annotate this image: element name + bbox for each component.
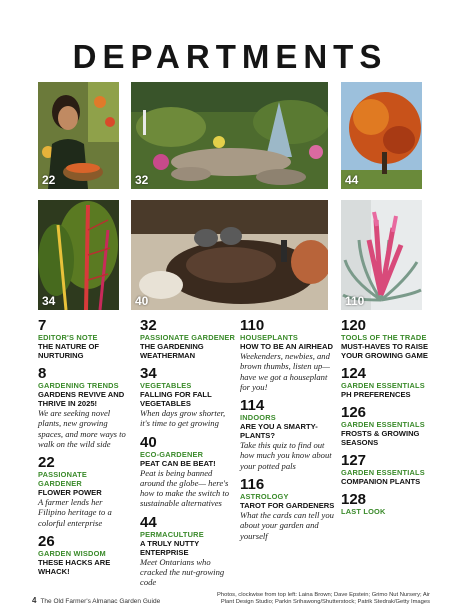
photo-number: 34 [42,294,56,308]
entry-headline: PH PREFERENCES [341,390,411,399]
page-number: 120 [341,317,367,334]
page-number: 116 [240,476,265,494]
section-category: GARDEN WISDOM [38,549,106,559]
rock-garden-photo [131,82,328,189]
contents-entry[interactable] [341,405,433,447]
contents-entry[interactable] [140,366,236,429]
entry-headline: FLOWER POWER [38,488,102,498]
section-category: ECO-GARDENER [140,449,204,459]
page-number: 40 [140,433,157,451]
autumn-tree-photo [341,82,422,189]
photo-credits: Photos, clockwise from top left: Laina Brown; Dave Epstein; Grimo Nut Nursery; Air Plant Design Studio; Parkin Srihawong/Shutterstock; Patrik Stedrak/Getty Images [217,592,430,606]
contents-entry[interactable] [38,534,132,576]
entry-description: Take this quiz to find out how much you know about your potted pals [240,440,332,471]
folio-number: 4 [32,596,37,605]
entry-description: What the cards can tell you about your garden and yourself [240,510,334,541]
entry-headline: GARDENS REVIVE AND THRIVE IN 2025! [38,390,125,408]
page-number: 114 [240,397,265,415]
entry-headline: A TRULY NUTTY ENTERPRISE [140,538,200,557]
page-number: 34 [140,365,157,382]
potting-soil-photo [131,200,328,310]
page-number: 110 [240,317,265,334]
page-number: 128 [341,491,367,508]
section-category: ASTROLOGY [240,492,289,502]
contents-entry[interactable] [38,318,132,360]
entry-headline: THE GARDENING WEATHERMAN [140,342,204,360]
entry-headline: PEAT CAN BE BEAT! [140,458,216,468]
entry-description: Peat is being banned around the globe— here's how to make the switch to sustainable alternatives [140,467,230,509]
entry-headline: TAROT FOR GARDENERS [240,501,335,511]
section-category: PASSIONATE GARDENER [38,470,87,489]
contents-entry[interactable] [240,477,338,541]
page-footer [32,596,160,605]
woman-with-basket-photo [38,82,119,189]
contents-entry[interactable] [341,318,433,360]
contents-column-3 [240,318,338,547]
page-number: 8 [38,365,47,382]
photo-number: 22 [42,173,56,187]
section-category: LAST LOOK [341,507,386,516]
contents-column-2 [140,318,236,594]
photo-number: 32 [135,173,149,187]
section-category: GARDENING TRENDS [38,381,119,390]
entry-description: A farmer lends her Filipino heritage to a colorful enterprise [38,497,112,528]
section-category: PASSIONATE GARDENER [140,333,236,342]
page-number: 26 [38,533,55,551]
entry-description: When days grow shorter, it's time to get growing [140,408,226,429]
entry-headline: THE NATURE OF NURTURING [38,342,100,360]
entry-headline: THESE HACKS ARE WHACK! [38,558,111,577]
page-number: 7 [38,317,47,334]
section-category: TOOLS OF THE TRADE [341,333,427,342]
contents-column-4 [341,318,433,522]
photo-number: 110 [345,294,365,308]
section-category: GARDEN ESSENTIALS [341,468,425,477]
contents-entry[interactable] [341,366,433,399]
contents-entry[interactable] [140,435,236,509]
page-number: 126 [341,404,367,421]
page-number: 32 [140,317,157,334]
page-number: 127 [341,452,367,469]
page-title: DEPARTMENTS [72,38,388,75]
entry-headline: COMPANION PLANTS [341,477,421,486]
contents-entry[interactable] [38,455,132,528]
contents-entry[interactable] [38,366,132,449]
photo-number: 40 [135,294,149,308]
entry-description: Weekenders, newbies, and brown thumbs, listen up—have we got a houseplant for you! [240,351,330,392]
contents-entry[interactable] [341,453,433,486]
section-category: GARDEN ESSENTIALS [341,420,425,429]
entry-headline: ARE YOU A SMARTY-PLANTS? [240,422,318,441]
entry-headline: MUST-HAVES TO RAISE YOUR GROWING GAME [341,342,429,360]
publication-name: The Old Farmer's Almanac Garden Guide [40,598,161,605]
entry-headline: FROSTS & GROWING SEASONS [341,429,420,447]
air-plant-photo [341,200,422,310]
page-number: 44 [140,513,157,531]
section-category: INDOORS [240,413,276,423]
entry-description: Meet Ontarians who cracked the nut-growing code [140,556,225,588]
section-category: VEGETABLES [140,381,192,390]
entry-headline: FALLING FOR FALL VEGETABLES [140,390,212,408]
swiss-chard-photo [38,200,119,310]
contents-entry[interactable] [240,398,338,471]
contents-entry[interactable] [341,492,433,516]
entry-description: We are seeking novel plants, new growing spaces, and more ways to walk on the wild side [38,408,126,449]
contents-column-1 [38,318,132,582]
section-category: GARDEN ESSENTIALS [341,381,425,390]
contents-entry[interactable] [140,515,236,588]
contents-entry[interactable] [240,318,338,392]
section-category: HOUSEPLANTS [240,333,299,342]
section-category: EDITOR'S NOTE [38,333,98,342]
entry-headline: HOW TO BE AN AIRHEAD [240,342,333,351]
photo-number: 44 [345,173,359,187]
section-category: PERMACULTURE [140,529,204,539]
page-number: 22 [38,454,55,472]
contents-entry[interactable] [140,318,236,360]
page-number: 124 [341,365,367,382]
